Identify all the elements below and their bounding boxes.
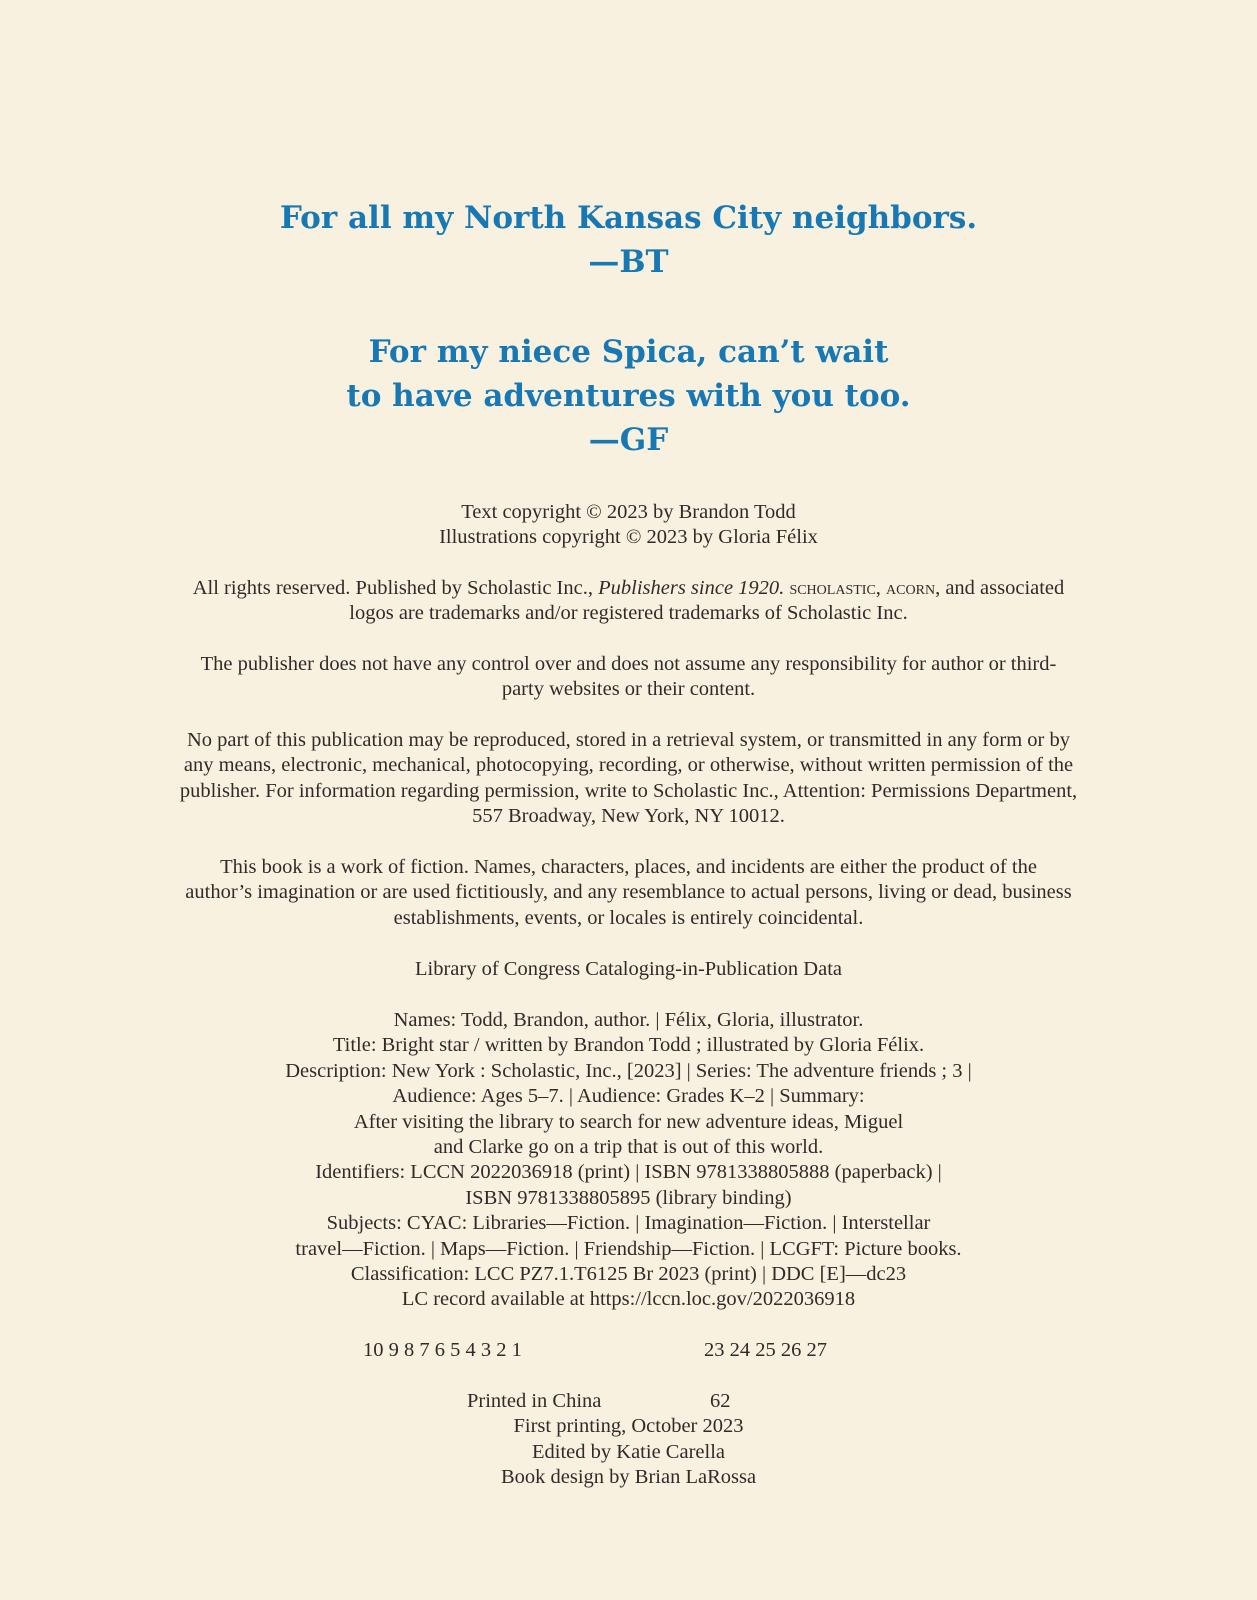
- publisher-tagline: Publishers since 1920.: [598, 577, 785, 599]
- rights-text: , and associated: [935, 577, 1065, 599]
- rights-line: [100, 576, 1157, 601]
- dedication-bt: [0, 196, 1257, 284]
- cip-heading: [100, 957, 1157, 982]
- publisher-disclaimer: [100, 652, 1157, 703]
- reproduction-line: any means, electronic, mechanical, photocopying, recording, or otherwise, without written permission of the: [183, 754, 1074, 777]
- illustrations-copyright: Illustrations copyright © 2023 by Gloria Félix: [439, 526, 818, 549]
- print-run-numbers: 10 9 8 7 6 5 4 3 2 1: [363, 1339, 522, 1361]
- dedication-signature: —GF: [588, 422, 669, 458]
- dedication-line: For my niece Spica, can’t wait: [368, 334, 889, 370]
- cip-description: Description: New York : Scholastic, Inc., [2023] | Series: The adventure friends ; 3 |: [285, 1059, 972, 1082]
- cip-heading-text: Library of Congress Cataloging-in-Publication Data: [415, 958, 842, 980]
- rights-comma: ,: [875, 577, 887, 599]
- copyright-notice: [100, 500, 1157, 551]
- reproduction-line: publisher. For information regarding permission, write to Scholastic Inc., Attention: Permissions Department,: [179, 779, 1078, 802]
- cip-classification: Classification: LCC PZ7.1.T6125 Br 2023 (print) | DDC [E]—dc23: [350, 1263, 907, 1286]
- cip-summary: and Clarke go on a trip that is out of this world.: [433, 1136, 824, 1159]
- printed-country: Printed in China: [467, 1390, 602, 1412]
- disclaimer-line: The publisher does not have any control over and does not assume any responsibility for author or third-: [200, 653, 1057, 675]
- reproduction-line: 557 Broadway, New York, NY 10012.: [472, 805, 785, 828]
- fiction-line: author’s imagination or are used fictitiously, and any resemblance to actual persons, living or dead, business: [185, 881, 1072, 904]
- cip-subjects: travel—Fiction. | Maps—Fiction. | Friendship—Fiction. | LCGFT: Picture books.: [295, 1237, 962, 1260]
- rights-statement: [100, 576, 1157, 627]
- cip-title: Title: Bright star / written by Brandon Todd ; illustrated by Gloria Félix.: [332, 1034, 925, 1057]
- cip-audience: Audience: Ages 5–7. | Audience: Grades K–2 | Summary:: [392, 1085, 865, 1108]
- trademark-scholastic: scholastic: [784, 577, 876, 599]
- dedication-line: to have adventures with you too.: [346, 378, 911, 414]
- rights-line: logos are trademarks and/or registered trademarks of Scholastic Inc.: [349, 602, 908, 625]
- reproduction-line: No part of this publication may be reproduced, stored in a retrieval system, or transmitted in any form or by: [187, 729, 1070, 751]
- fiction-disclaimer: [100, 855, 1157, 931]
- book-design: Book design by Brian LaRossa: [500, 1466, 757, 1489]
- printing-info: [0, 1389, 1257, 1491]
- trademark-acorn: acorn: [886, 577, 936, 599]
- rights-text: All rights reserved. Published by Scholastic Inc.,: [192, 577, 599, 599]
- first-printing: First printing, October 2023: [513, 1415, 744, 1438]
- dedication-line: For all my North Kansas City neighbors.: [279, 200, 978, 236]
- reproduction-notice: [100, 728, 1157, 830]
- cip-summary: After visiting the library to search for new adventure ideas, Miguel: [353, 1110, 904, 1133]
- edited-by: Edited by Katie Carella: [532, 1440, 725, 1463]
- print-years: 23 24 25 26 27: [704, 1339, 827, 1361]
- disclaimer-line: party websites or their content.: [501, 678, 756, 701]
- fiction-line: This book is a work of fiction. Names, characters, places, and incidents are either the product of the: [220, 856, 1037, 878]
- cip-identifiers: Identifiers: LCCN 2022036918 (print) | ISBN 9781338805888 (paperback) |: [315, 1161, 942, 1184]
- cip-data: [100, 1008, 1157, 1313]
- dedication-signature: —BT: [588, 244, 669, 280]
- cip-subjects: Subjects: CYAC: Libraries—Fiction. | Imagination—Fiction. | Interstellar: [326, 1212, 931, 1235]
- cip-names: Names: Todd, Brandon, author. | Félix, Gloria, illustrator.: [393, 1009, 864, 1031]
- printer-code: 62: [710, 1390, 731, 1412]
- text-copyright: Text copyright © 2023 by Brandon Todd: [461, 501, 796, 523]
- cip-identifiers: ISBN 9781338805895 (library binding): [465, 1186, 792, 1209]
- fiction-line: establishments, events, or locales is entirely coincidental.: [393, 906, 864, 929]
- printed-row: [0, 1389, 1257, 1414]
- dedication-gf: [0, 330, 1257, 462]
- cip-lc-record: LC record available at https://lccn.loc.gov/2022036918: [401, 1288, 856, 1311]
